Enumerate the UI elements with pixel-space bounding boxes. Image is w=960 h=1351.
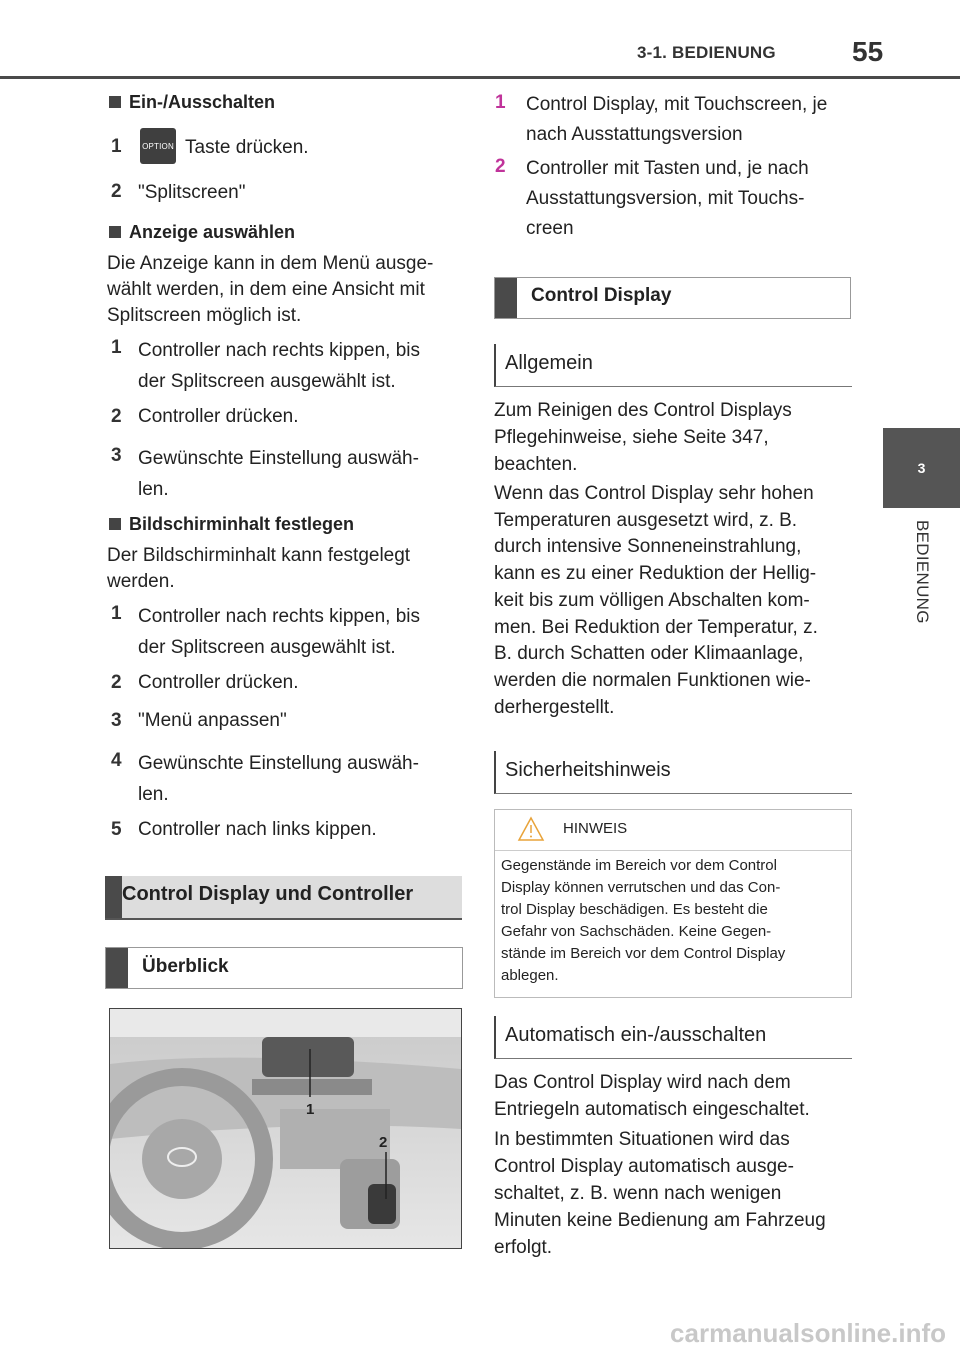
square-bullet-icon <box>109 226 121 238</box>
paragraph: Zum Reinigen des Control Displays Pflegehinweise, siehe Seite 347, beachten. <box>494 400 792 475</box>
step-text: Gewünschte Einstellung auswäh- len. <box>138 753 419 805</box>
chapter-label-text: BEDIENUNG <box>913 520 932 624</box>
chapter-number: 3 <box>917 460 926 476</box>
heading-anzeige-auswaehlen: Anzeige auswählen <box>109 222 295 243</box>
step-number: 4 <box>111 750 122 771</box>
chapter-label <box>880 520 960 670</box>
minor-heading: Sicherheitshinweis <box>494 751 852 794</box>
subsection-heading: Control Display <box>494 277 851 319</box>
legend-text: Control Display, mit Touchscreen, je nach Ausstattungsversion <box>526 94 828 145</box>
paragraph: In bestimmten Situationen wird das Control Display automatisch ausge- schaltet, z. B. wenn nach wenigen Minuten keine Bedienung am Fahrzeug erfolgt. <box>494 1129 826 1258</box>
heading-bar <box>495 278 517 318</box>
option-button-icon: OPTION <box>140 128 176 164</box>
subsection-heading: Überblick <box>105 947 463 989</box>
step-text: "Menü anpassen" <box>138 710 287 731</box>
heading-bar <box>105 876 122 918</box>
paragraph: Wenn das Control Display sehr hohen Temperaturen ausgesetzt wird, z. B. durch intensive Sonneneinstrahlung, kann es zu einer Reduktion der Hellig- keit bis zum völligen Abschalten kom- men. Bei Reduktion der Temperatur, z. B. durch Schatten oder Klimaanlage, werden die normalen Funktionen wie- derhergestellt. <box>494 483 818 718</box>
paragraph: Die Anzeige kann in dem Menü ausge- wählt werden, in dem eine Ansicht mit Splitscreen möglich ist. <box>107 253 434 326</box>
minor-heading: Automatisch ein-/ausschalten <box>494 1016 852 1059</box>
step-number: 2 <box>111 406 122 427</box>
warning-triangle-icon <box>517 816 545 842</box>
step-text: "Splitscreen" <box>138 182 246 203</box>
step-number: 2 <box>111 672 122 693</box>
notice-title: HINWEIS <box>563 820 628 837</box>
step-number: 3 <box>111 445 122 466</box>
header-rule <box>0 76 960 79</box>
chapter-tab <box>883 428 960 508</box>
notice-text: Gegenstände im Bereich vor dem Control Display können verrutschen und das Con- trol Display beschädigen. Es besteht die Gefahr von Sachschäden. Keine Gegen- stände im Bereich vor dem Control Display ablegen. <box>501 857 786 984</box>
callout-1: 1 <box>306 1101 315 1118</box>
section-title: 3-1. BEDIENUNG <box>637 43 776 62</box>
section-heading: Control Display und Controller <box>105 876 462 920</box>
overview-illustration <box>109 1008 462 1249</box>
step-text: Controller nach rechts kippen, bis der Splitscreen ausgewählt ist. <box>138 340 420 392</box>
step-text: Taste drücken. <box>185 137 309 158</box>
watermark: carmanualsonline.info <box>670 1318 946 1348</box>
step-text: Controller drücken. <box>138 672 299 693</box>
step-number: 1 <box>111 136 122 157</box>
paragraph: Der Bildschirminhalt kann festgelegt werden. <box>107 545 411 592</box>
step-text: Controller drücken. <box>138 406 299 427</box>
legend-number: 2 <box>495 156 506 177</box>
step-text: Gewünschte Einstellung auswäh- len. <box>138 448 419 500</box>
minor-heading: Allgemein <box>494 344 852 387</box>
square-bullet-icon <box>109 96 121 108</box>
page-number: 55 <box>852 36 884 67</box>
callout-2: 2 <box>379 1134 388 1151</box>
square-bullet-icon <box>109 518 121 530</box>
step-number: 1 <box>111 337 122 358</box>
heading-bildschirminhalt: Bildschirminhalt festlegen <box>109 514 354 535</box>
step-number: 3 <box>111 710 122 731</box>
heading-bar <box>106 948 128 988</box>
notice-box <box>494 809 852 998</box>
car-interior-image <box>110 1009 461 1248</box>
legend-text: Controller mit Tasten und, je nach Ausstattungsversion, mit Touchs- creen <box>526 158 809 239</box>
paragraph: Das Control Display wird nach dem Entriegeln automatisch eingeschaltet. <box>494 1072 810 1120</box>
heading-ein-ausschalten: Ein-/Ausschalten <box>109 92 275 113</box>
step-number: 1 <box>111 603 122 624</box>
step-number: 2 <box>111 181 122 202</box>
step-text: Controller nach rechts kippen, bis der Splitscreen ausgewählt ist. <box>138 606 420 658</box>
step-number: 5 <box>111 819 122 840</box>
legend-number: 1 <box>495 92 506 113</box>
step-text: Controller nach links kippen. <box>138 819 377 840</box>
